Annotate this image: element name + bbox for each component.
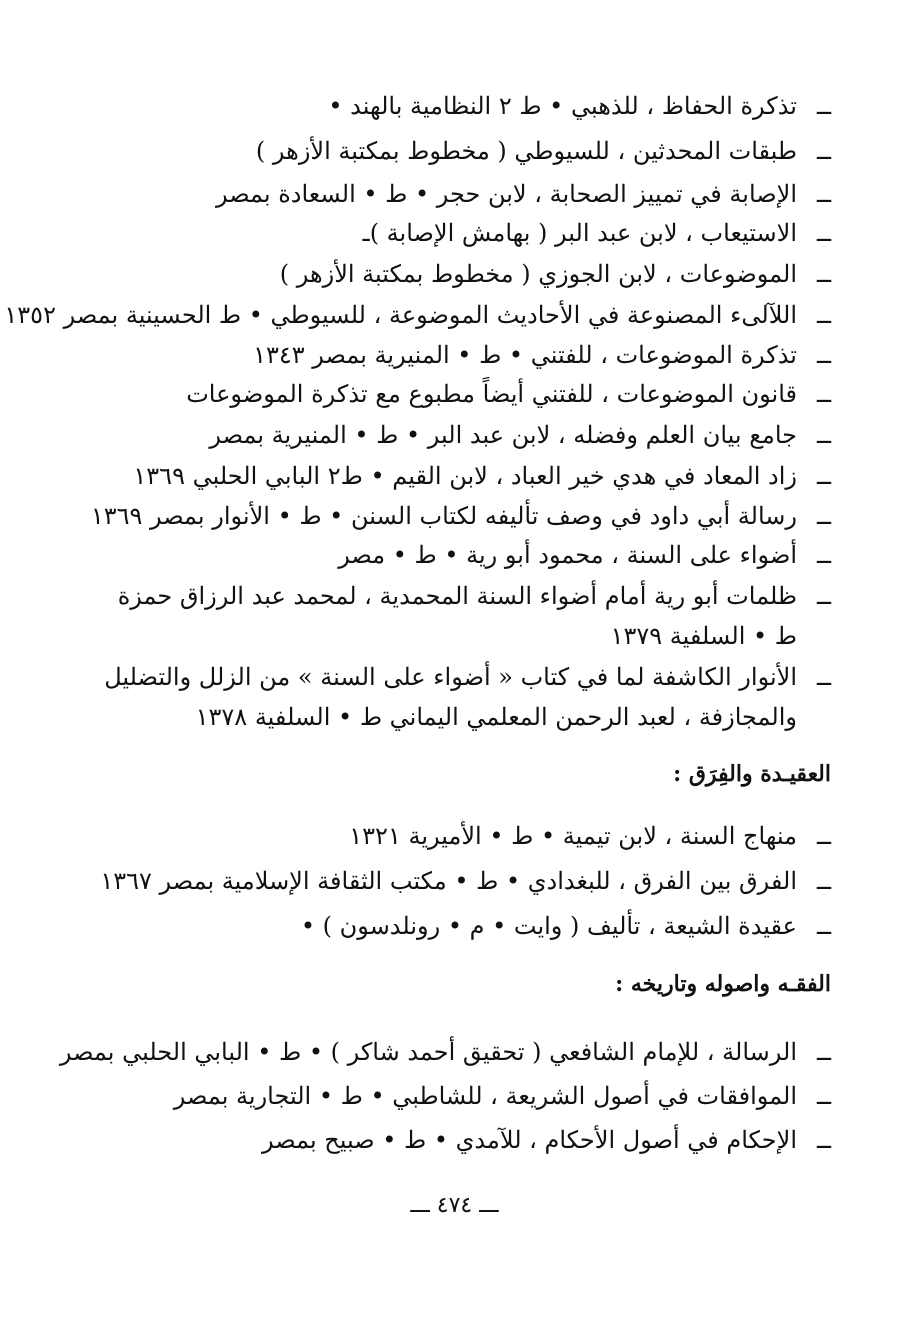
reference-text: الإصابة في تمييز الصحابة ، لابن حجر • ط • السعادة بمصر	[215, 180, 797, 208]
reference-entry	[71, 374, 831, 414]
bullet-dash: ــ	[816, 462, 831, 490]
reference-text: الاستيعاب ، لابن عبد البر ( بهامش الإصابة )ـ	[362, 219, 797, 247]
bullet-dash: ــ	[816, 582, 831, 610]
reference-text: الإحكام في أصول الأحكام ، للآمدي • ط • صبيح بمصر	[262, 1126, 797, 1154]
reference-text: ظلمات أبو رية أمام أضواء السنة المحمدية ، لمحمد عبد الرزاق حمزة	[117, 582, 797, 610]
bullet-dash: ــ	[816, 180, 831, 208]
bullet-dash: ــ	[816, 137, 831, 165]
reference-text: الموافقات في أصول الشريعة ، للشاطبي • ط • التجارية بمصر	[173, 1082, 797, 1110]
reference-continuation: ط • السلفية ١٣٧٩	[610, 622, 797, 650]
reference-text: الأنوار الكاشفة لما في كتاب « أضواء على السنة » من الزلل والتضليل	[104, 663, 797, 691]
bullet-dash: ــ	[816, 341, 831, 369]
reference-continuation: والمجازفة ، لعبد الرحمن المعلمي اليماني ط • السلفية ١٣٧٨	[195, 703, 797, 731]
reference-text: تذكرة الموضوعات ، للفتني • ط • المنيرية بمصر ١٣٤٣	[253, 341, 797, 369]
reference-entry	[71, 861, 831, 901]
reference-entry	[71, 86, 831, 126]
reference-entry	[71, 174, 831, 214]
bullet-dash: ــ	[816, 380, 831, 408]
reference-text: جامع بيان العلم وفضله ، لابن عبد البر • ط • المنيرية بمصر	[209, 421, 797, 449]
reference-text: عقيدة الشيعة ، تأليف ( وايت • م • رونلدسون ) •	[300, 912, 797, 940]
bullet-dash: ــ	[816, 822, 831, 850]
reference-text: الموضوعات ، لابن الجوزي ( مخطوط بمكتبة الأزهر )	[279, 260, 797, 288]
reference-text: رسالة أبي داود في وصف تأليفه لكتاب السنن • ط • الأنوار بمصر ١٣٦٩	[90, 502, 797, 530]
bullet-dash: ــ	[816, 92, 831, 120]
reference-text: قانون الموضوعات ، للفتني أيضاً مطبوع مع تذكرة الموضوعات	[186, 380, 797, 408]
reference-entry	[4, 295, 831, 335]
reference-text: اللآلىء المصنوعة في الأحاديث الموضوعة ، للسيوطي • ط الحسينية بمصر ١٣٥٢	[4, 301, 797, 329]
bullet-dash: ــ	[816, 301, 831, 329]
reference-entry	[71, 213, 831, 253]
bullet-dash: ــ	[816, 663, 831, 691]
bullet-dash: ــ	[816, 260, 831, 288]
reference-entry	[71, 816, 831, 856]
reference-text: الرسالة ، للإمام الشافعي ( تحقيق أحمد شاكر ) • ط • البابي الحلبي بمصر	[59, 1038, 797, 1066]
reference-entry	[71, 254, 831, 294]
reference-entry	[71, 456, 831, 496]
bullet-dash: ــ	[816, 912, 831, 940]
bullet-dash: ــ	[816, 541, 831, 569]
reference-entry	[71, 1076, 831, 1116]
page-number: ـــ ٤٧٤ ـــ	[410, 1193, 499, 1218]
reference-text: أضواء على السنة ، محمود أبو رية • ط • مصر	[338, 541, 797, 569]
reference-entry	[59, 1032, 831, 1072]
reference-entry	[71, 335, 831, 375]
bullet-dash: ــ	[816, 1082, 831, 1110]
reference-text: منهاج السنة ، لابن تيمية • ط • الأميرية ١٣٢١	[349, 822, 797, 850]
reference-text: الفرق بين الفرق ، للبغدادي • ط • مكتب الثقافة الإسلامية بمصر ١٣٦٧	[100, 867, 797, 895]
bullet-dash: ــ	[816, 502, 831, 530]
reference-text: تذكرة الحفاظ ، للذهبي • ط ٢ النظامية بالهند •	[328, 92, 797, 120]
reference-entry	[71, 576, 831, 656]
reference-text: زاد المعاد في هدي خير العباد ، لابن القيم • ط٢ البابي الحلبي ١٣٦٩	[133, 462, 797, 490]
reference-entry	[71, 131, 831, 171]
reference-text: طبقات المحدثين ، للسيوطي ( مخطوط بمكتبة الأزهر )	[255, 137, 797, 165]
bullet-dash: ــ	[816, 219, 831, 247]
section-heading-aqeeda: العقيـدة والفِرَق :	[673, 761, 831, 787]
reference-entry	[71, 1120, 831, 1160]
reference-entry	[71, 657, 831, 737]
reference-entry	[71, 415, 831, 455]
bullet-dash: ــ	[816, 867, 831, 895]
reference-entry	[71, 535, 831, 575]
section-heading-fiqh: الفقـه واصوله وتاريخه :	[615, 971, 831, 997]
bullet-dash: ــ	[816, 1126, 831, 1154]
reference-entry	[71, 496, 831, 536]
bullet-dash: ــ	[816, 421, 831, 449]
bullet-dash: ــ	[816, 1038, 831, 1066]
reference-entry	[71, 906, 831, 946]
